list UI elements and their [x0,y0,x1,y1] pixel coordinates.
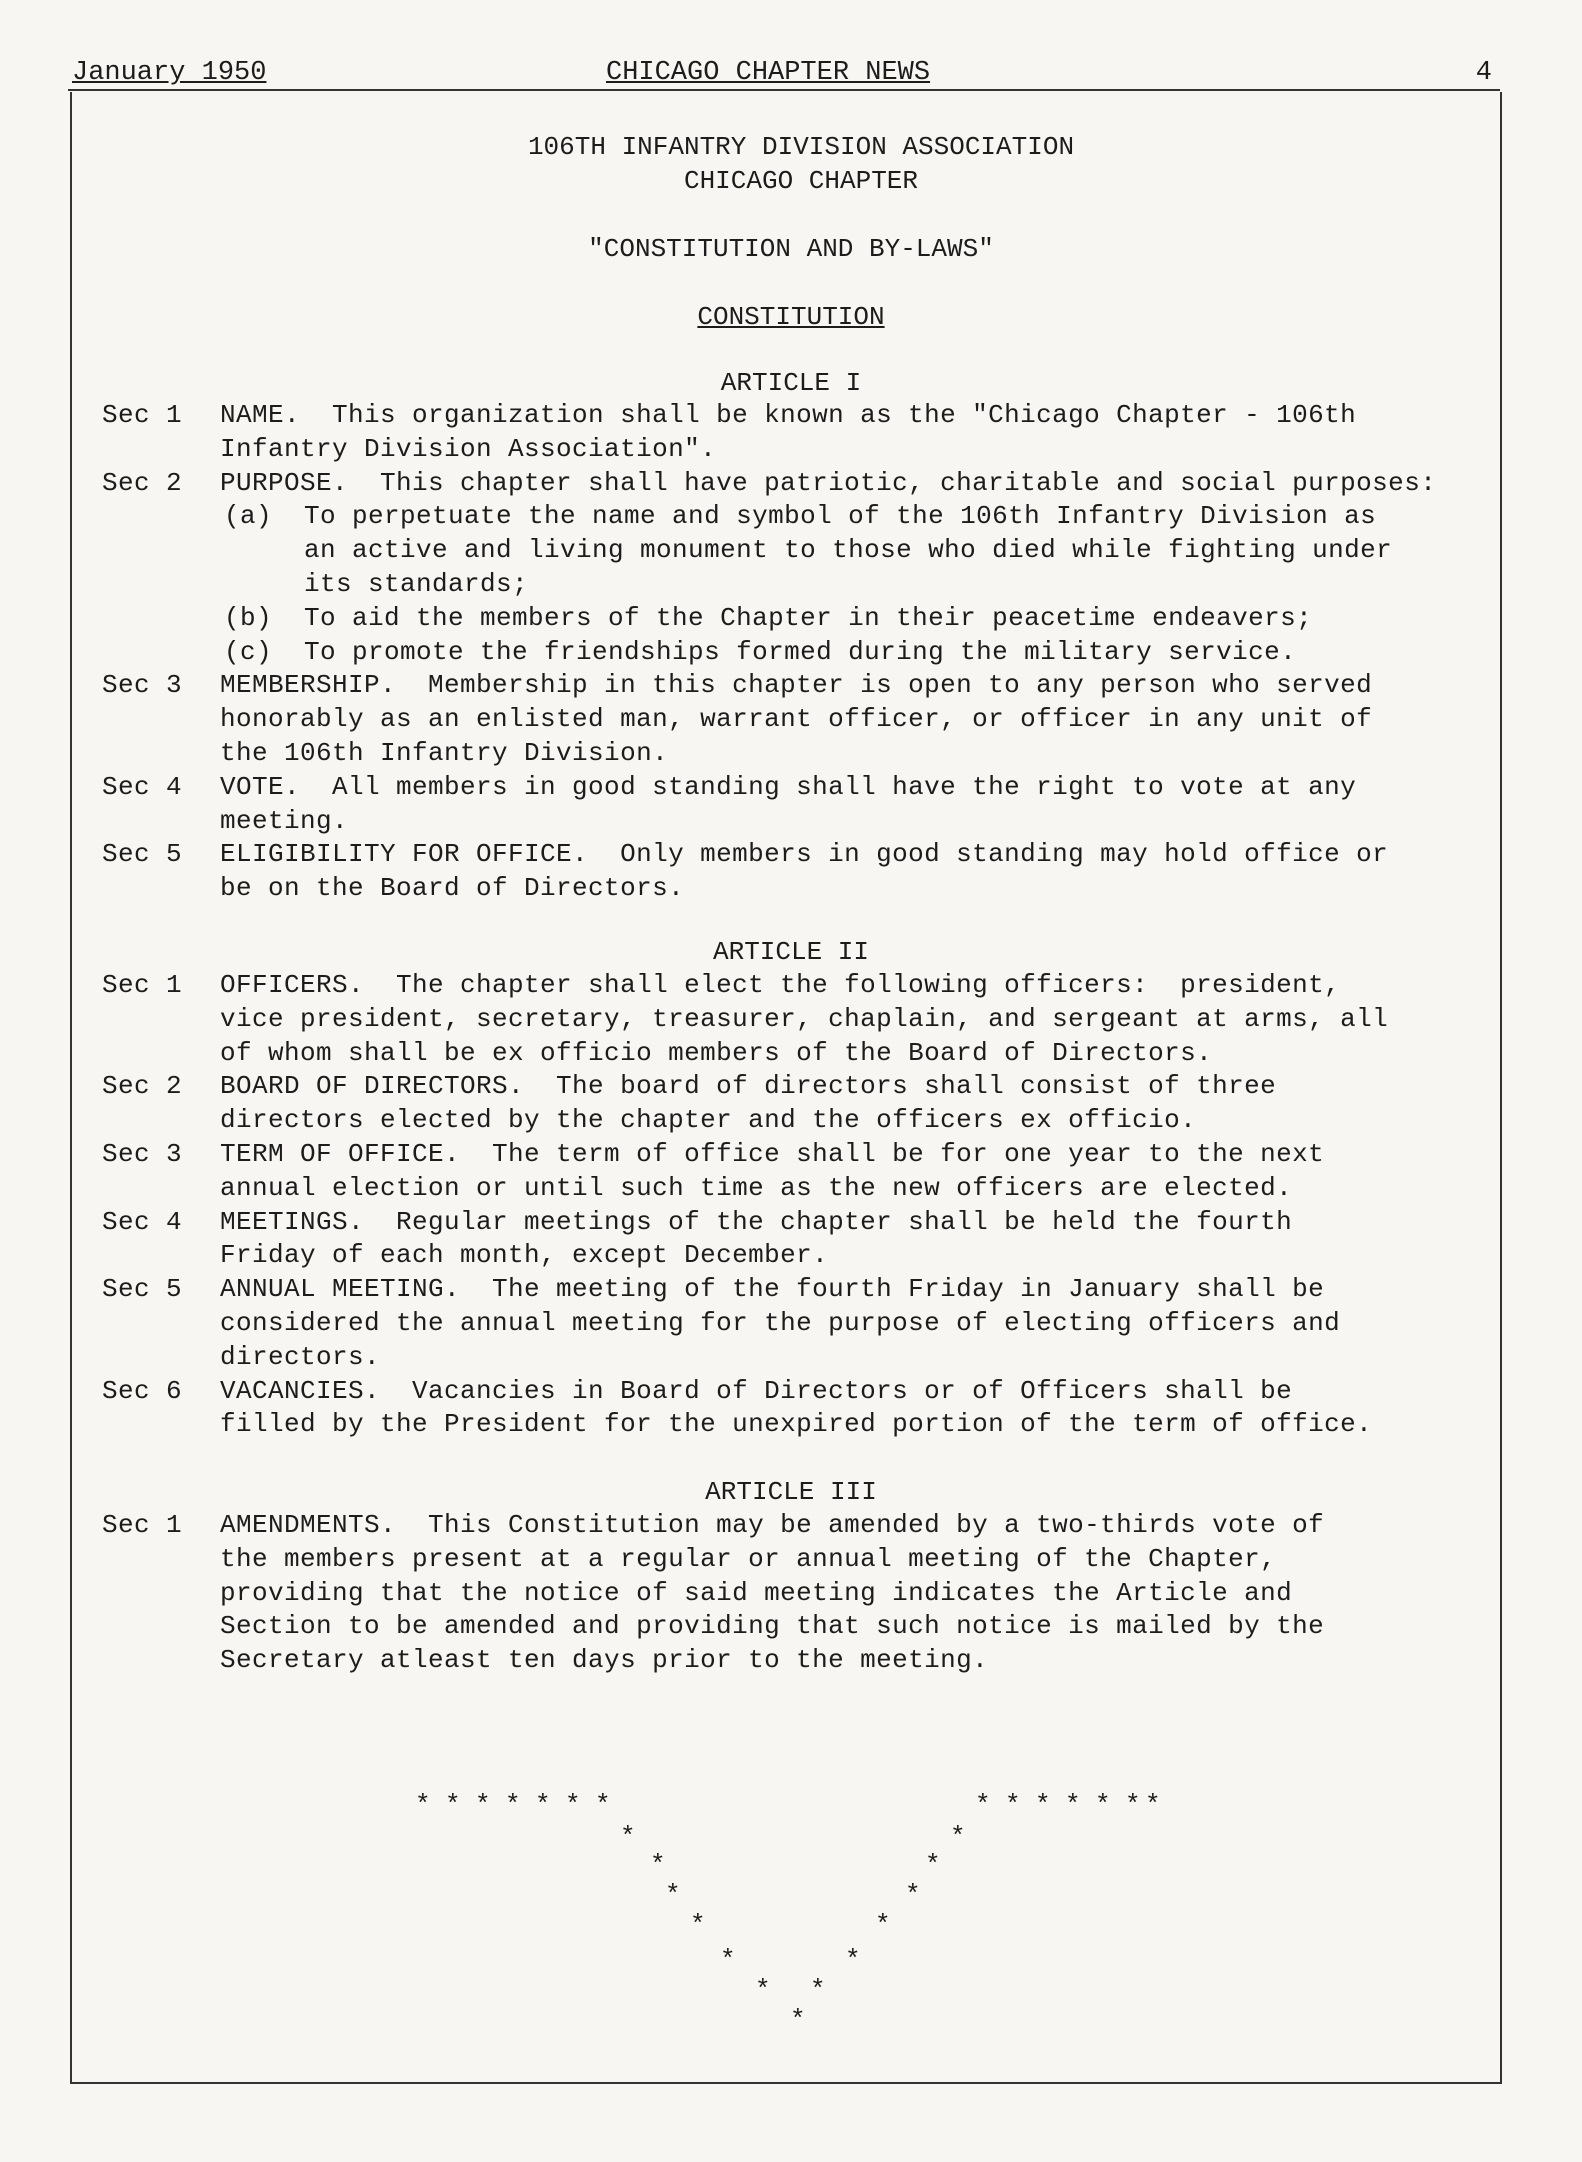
ornament-star: * [790,2005,806,2035]
ornament-star: * [475,1790,491,1820]
section-text: AMENDMENTS. This Constitution may be amended by a two-thirds vote of [220,1510,1325,1540]
section-text: MEETINGS. Regular meetings of the chapter shall be held the fourth [220,1207,1293,1237]
section-text: PURPOSE. This chapter shall have patriotic, charitable and social purposes: [220,468,1437,498]
section-text: Secretary atleast ten days prior to the meeting. [220,1645,989,1675]
section-text: Infantry Division Association". [220,434,717,464]
subsection-text: To perpetuate the name and symbol of the 106th Infantry Division as [304,501,1377,531]
ornament-star: * [845,1945,861,1975]
ornament-star: * [810,1975,826,2005]
header-rule [68,89,1500,91]
header-page-number: 4 [1475,58,1492,88]
section-text: considered the annual meeting for the purpose of electing officers and [220,1308,1341,1338]
ornament-star: * [1125,1790,1141,1820]
section-text: ANNUAL MEETING. The meeting of the fourth Friday in January shall be [220,1274,1325,1304]
section-text: MEMBERSHIP. Membership in this chapter is open to any person who served [220,670,1373,700]
section-text: directors elected by the chapter and the officers ex officio. [220,1105,1197,1135]
ornament-star: * [905,1880,921,1910]
section-number: Sec 3 [102,1139,183,1169]
ornament-star: * [1005,1790,1021,1820]
title-document: "CONSTITUTION AND BY-LAWS" [588,234,994,264]
subsection-letter: (b) [224,603,273,633]
section-number: Sec 3 [102,670,183,700]
subsection-letter: (c) [224,637,273,667]
subsection-letter: (a) [224,501,273,531]
article-title: ARTICLE II [712,937,870,967]
section-text: Section to be amended and providing that such notice is mailed by the [220,1611,1325,1641]
section-text: filled by the President for the unexpired portion of the term of office. [220,1409,1373,1439]
ornament-star: * [620,1822,636,1852]
ornament-star: * [665,1880,681,1910]
ornament-star: * [720,1945,736,1975]
ornament-star: * [565,1790,581,1820]
section-text: VOTE. All members in good standing shall have the right to vote at any [220,772,1357,802]
ornament-star: * [1035,1790,1051,1820]
title-association: 106TH INFANTRY DIVISION ASSOCIATION [527,132,1075,162]
section-text: meeting. [220,806,349,836]
header-date: January 1950 [72,58,267,88]
section-text: BOARD OF DIRECTORS. The board of directors shall consist of three [220,1071,1277,1101]
subsection-text: To promote the friendships formed during the military service. [304,637,1297,667]
ornament-star: * [755,1975,771,2005]
ornament-star: * [975,1790,991,1820]
section-text: the 106th Infantry Division. [220,738,669,768]
ornament-star: * [595,1790,611,1820]
section-text: honorably as an enlisted man, warrant officer, or officer in any unit of [220,704,1373,734]
section-number: Sec 2 [102,468,183,498]
section-text: Friday of each month, except December. [220,1240,829,1270]
ornament-star: * [690,1910,706,1940]
section-text: NAME. This organization shall be known as the "Chicago Chapter - 106th [220,400,1357,430]
section-number: Sec 5 [102,1274,183,1304]
title-constitution: CONSTITUTION [697,302,885,332]
section-number: Sec 4 [102,1207,183,1237]
section-text: OFFICERS. The chapter shall elect the following officers: president, [220,970,1341,1000]
ornament-star: * [925,1850,941,1880]
section-text: providing that the notice of said meeting indicates the Article and [220,1578,1293,1608]
section-number: Sec 5 [102,839,183,869]
section-text: annual election or until such time as the new officers are elected. [220,1173,1293,1203]
section-text: of whom shall be ex officio members of the Board of Directors. [220,1038,1213,1068]
section-number: Sec 4 [102,772,183,802]
ornament-star: * [1065,1790,1081,1820]
title-chapter: CHICAGO CHAPTER [683,166,919,196]
article-title: ARTICLE I [720,368,862,398]
ornament-star: * [1095,1790,1111,1820]
section-text: TERM OF OFFICE. The term of office shall be for one year to the next [220,1139,1325,1169]
ornament-star: * [1145,1790,1161,1820]
ornament-star: * [875,1910,891,1940]
ornament-star: * [650,1850,666,1880]
ornament-star: * [535,1790,551,1820]
section-text: vice president, secretary, treasurer, chaplain, and sergeant at arms, all [220,1004,1389,1034]
section-number: Sec 6 [102,1376,183,1406]
section-text: the members present at a regular or annual meeting of the Chapter, [220,1544,1277,1574]
subsection-text: an active and living monument to those who died while fighting under [304,535,1393,565]
ornament-star: * [505,1790,521,1820]
section-number: Sec 1 [102,1510,183,1540]
section-number: Sec 1 [102,400,183,430]
header-publication: CHICAGO CHAPTER NEWS [606,58,931,88]
section-text: VACANCIES. Vacancies in Board of Directors or of Officers shall be [220,1376,1293,1406]
section-text: ELIGIBILITY FOR OFFICE. Only members in good standing may hold office or [220,839,1389,869]
ornament-star: * [415,1790,431,1820]
section-number: Sec 1 [102,970,183,1000]
section-number: Sec 2 [102,1071,183,1101]
ornament-star: * [445,1790,461,1820]
article-title: ARTICLE III [705,1477,877,1507]
ornament-star: * [950,1822,966,1852]
subsection-text: To aid the members of the Chapter in their peacetime endeavers; [304,603,1313,633]
section-text: directors. [220,1342,381,1372]
section-text: be on the Board of Directors. [220,873,685,903]
subsection-text: its standards; [304,569,529,599]
